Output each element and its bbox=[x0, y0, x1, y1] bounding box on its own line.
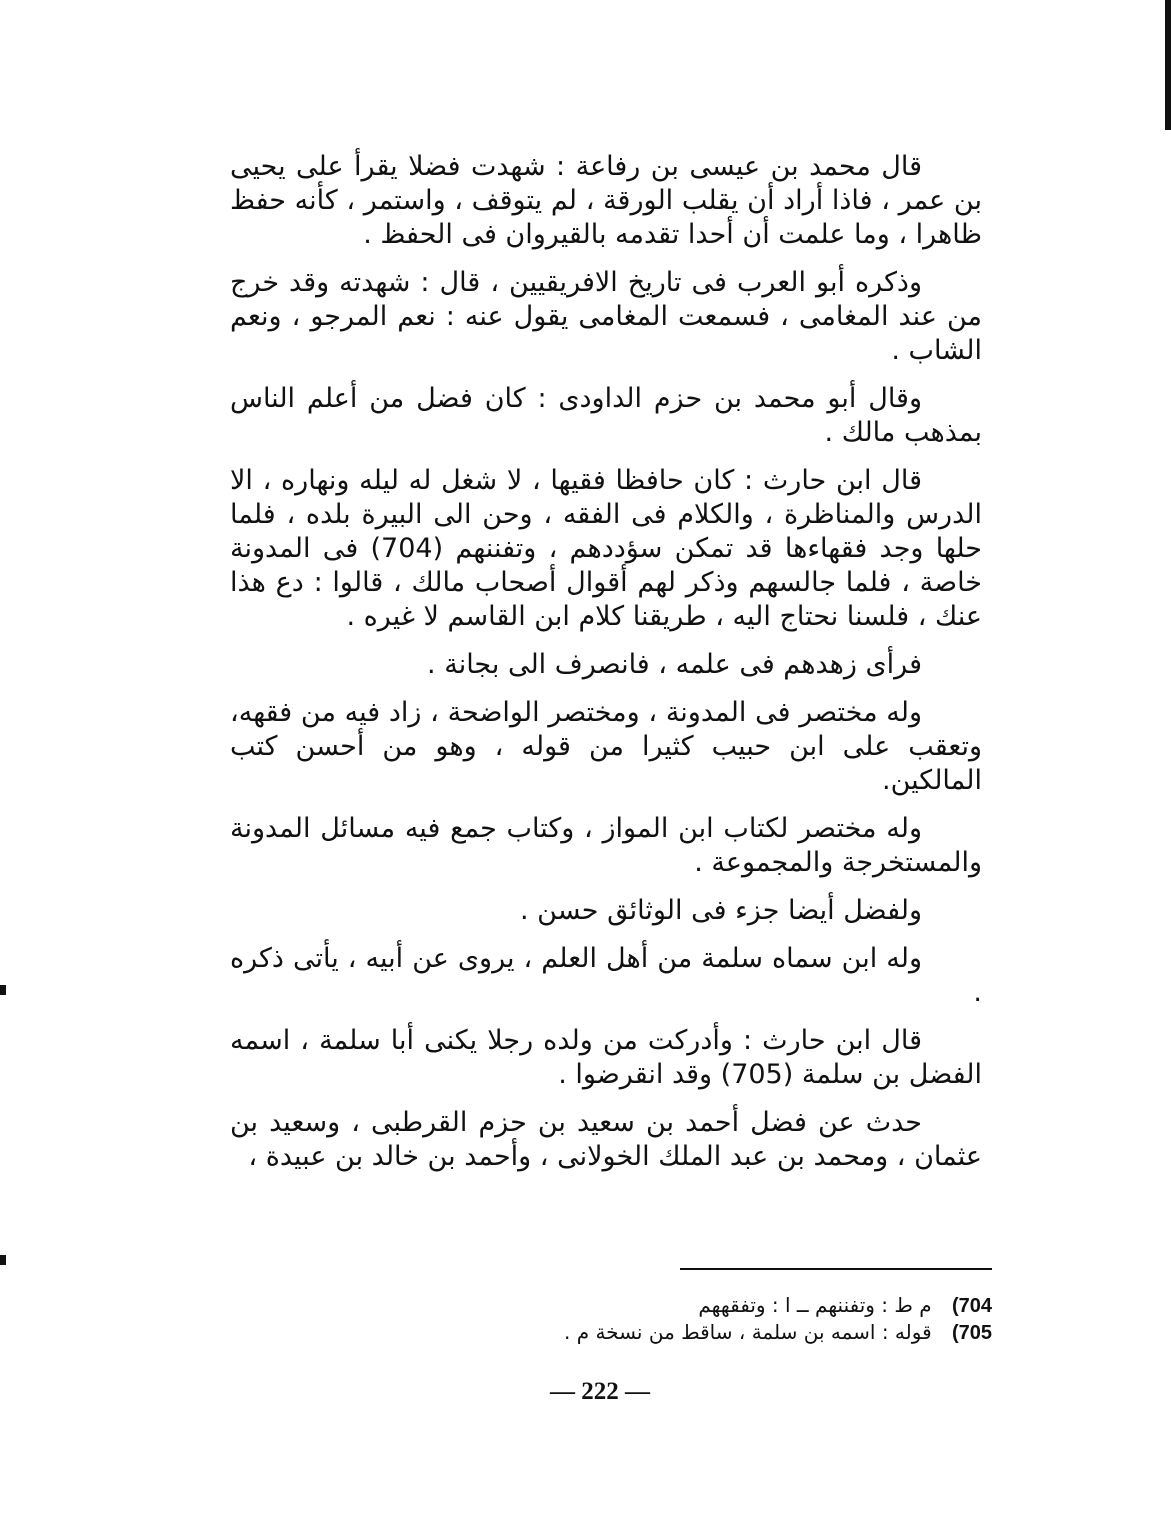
paragraph-1: قال محمد بن عيسى بن رفاعة : شهدت فضلا يقرأ على يحيى بن عمر ، فاذا أراد أن يقلب الورقة ، لم يتوقف ، واستمر ، كأنه حفظ ظاهرا ، وما علمت أن أحدا تقدمه بالقيروان فى الحفظ . bbox=[230, 151, 982, 250]
footnote-divider bbox=[680, 1268, 992, 1270]
paragraph-2: وذكره أبو العرب فى تاريخ الافريقيين ، قال : شهدته وقد خرج من عند المغامى ، فسمعت المغامى يقول عنه : نعم المرجو ، ونعم الشاب . bbox=[230, 267, 982, 366]
footnote-705 bbox=[420, 1319, 992, 1346]
paragraph-7: وله مختصر لكتاب ابن المواز ، وكتاب جمع فيه مسائل المدونة والمستخرجة والمجموعة . bbox=[230, 813, 982, 878]
scan-edge-mark bbox=[0, 985, 6, 995]
paragraph-4: قال ابن حارث : كان حافظا فقيها ، لا شغل له ليله ونهاره ، الا الدرس والمناظرة ، والكلام فى الفقه ، وحن الى البيرة بلده ، فلما حلها وجد فقهاءها قد تمكن سؤددهم ، وتفننهم (704) فى المدونة خاصة ، فلما جالسهم وذكر لهم أقوال أصحاب مالك ، قالوا : دع هذا عنك ، فلسنا نحتاج اليه ، طريقنا كلام ابن القاسم لا غيره . bbox=[230, 465, 982, 632]
footnote-text: م ط : وتفننهم ــ ا : وتفقههم bbox=[698, 1293, 932, 1317]
paragraph-11: حدث عن فضل أحمد بن سعيد بن حزم القرطبى ، وسعيد بن عثمان ، ومحمد بن عبد الملك الخولانى ، وأحمد بن خالد بن عبيدة ، bbox=[230, 1107, 982, 1172]
footnote-704 bbox=[420, 1292, 992, 1319]
paragraph-6: وله مختصر فى المدونة ، ومختصر الواضحة ، زاد فيه من فقهه، وتعقب على ابن حبيب كثيرا من قوله ، وهو من أحسن كتب المالكين. bbox=[230, 697, 982, 796]
paragraph-9: وله ابن سماه سلمة من أهل العلم ، يروى عن أبيه ، يأتى ذكره . bbox=[230, 943, 982, 1008]
scan-edge-mark bbox=[1165, 0, 1171, 130]
page-number: — 222 — bbox=[550, 1378, 650, 1405]
paragraph-3: وقال أبو محمد بن حزم الداودى : كان فضل من أعلم الناس بمذهب مالك . bbox=[230, 383, 982, 448]
scan-edge-mark bbox=[0, 1255, 6, 1265]
footnote-text: قوله : اسمه بن سلمة ، ساقط من نسخة م . bbox=[563, 1320, 932, 1344]
footnote-number: (705 bbox=[951, 1322, 992, 1344]
main-text bbox=[230, 150, 982, 1188]
paragraph-10: قال ابن حارث : وأدركت من ولده رجلا يكنى أبا سلمة ، اسمه الفضل بن سلمة (705) وقد انقرضوا . bbox=[230, 1025, 982, 1090]
paragraph-8: ولفضل أيضا جزء فى الوثائق حسن . bbox=[520, 895, 922, 926]
footnote-number: (704 bbox=[951, 1295, 992, 1317]
footnotes bbox=[420, 1292, 992, 1346]
paragraph-5: فرأى زهدهم فى علمه ، فانصرف الى بجانة . bbox=[427, 649, 922, 680]
